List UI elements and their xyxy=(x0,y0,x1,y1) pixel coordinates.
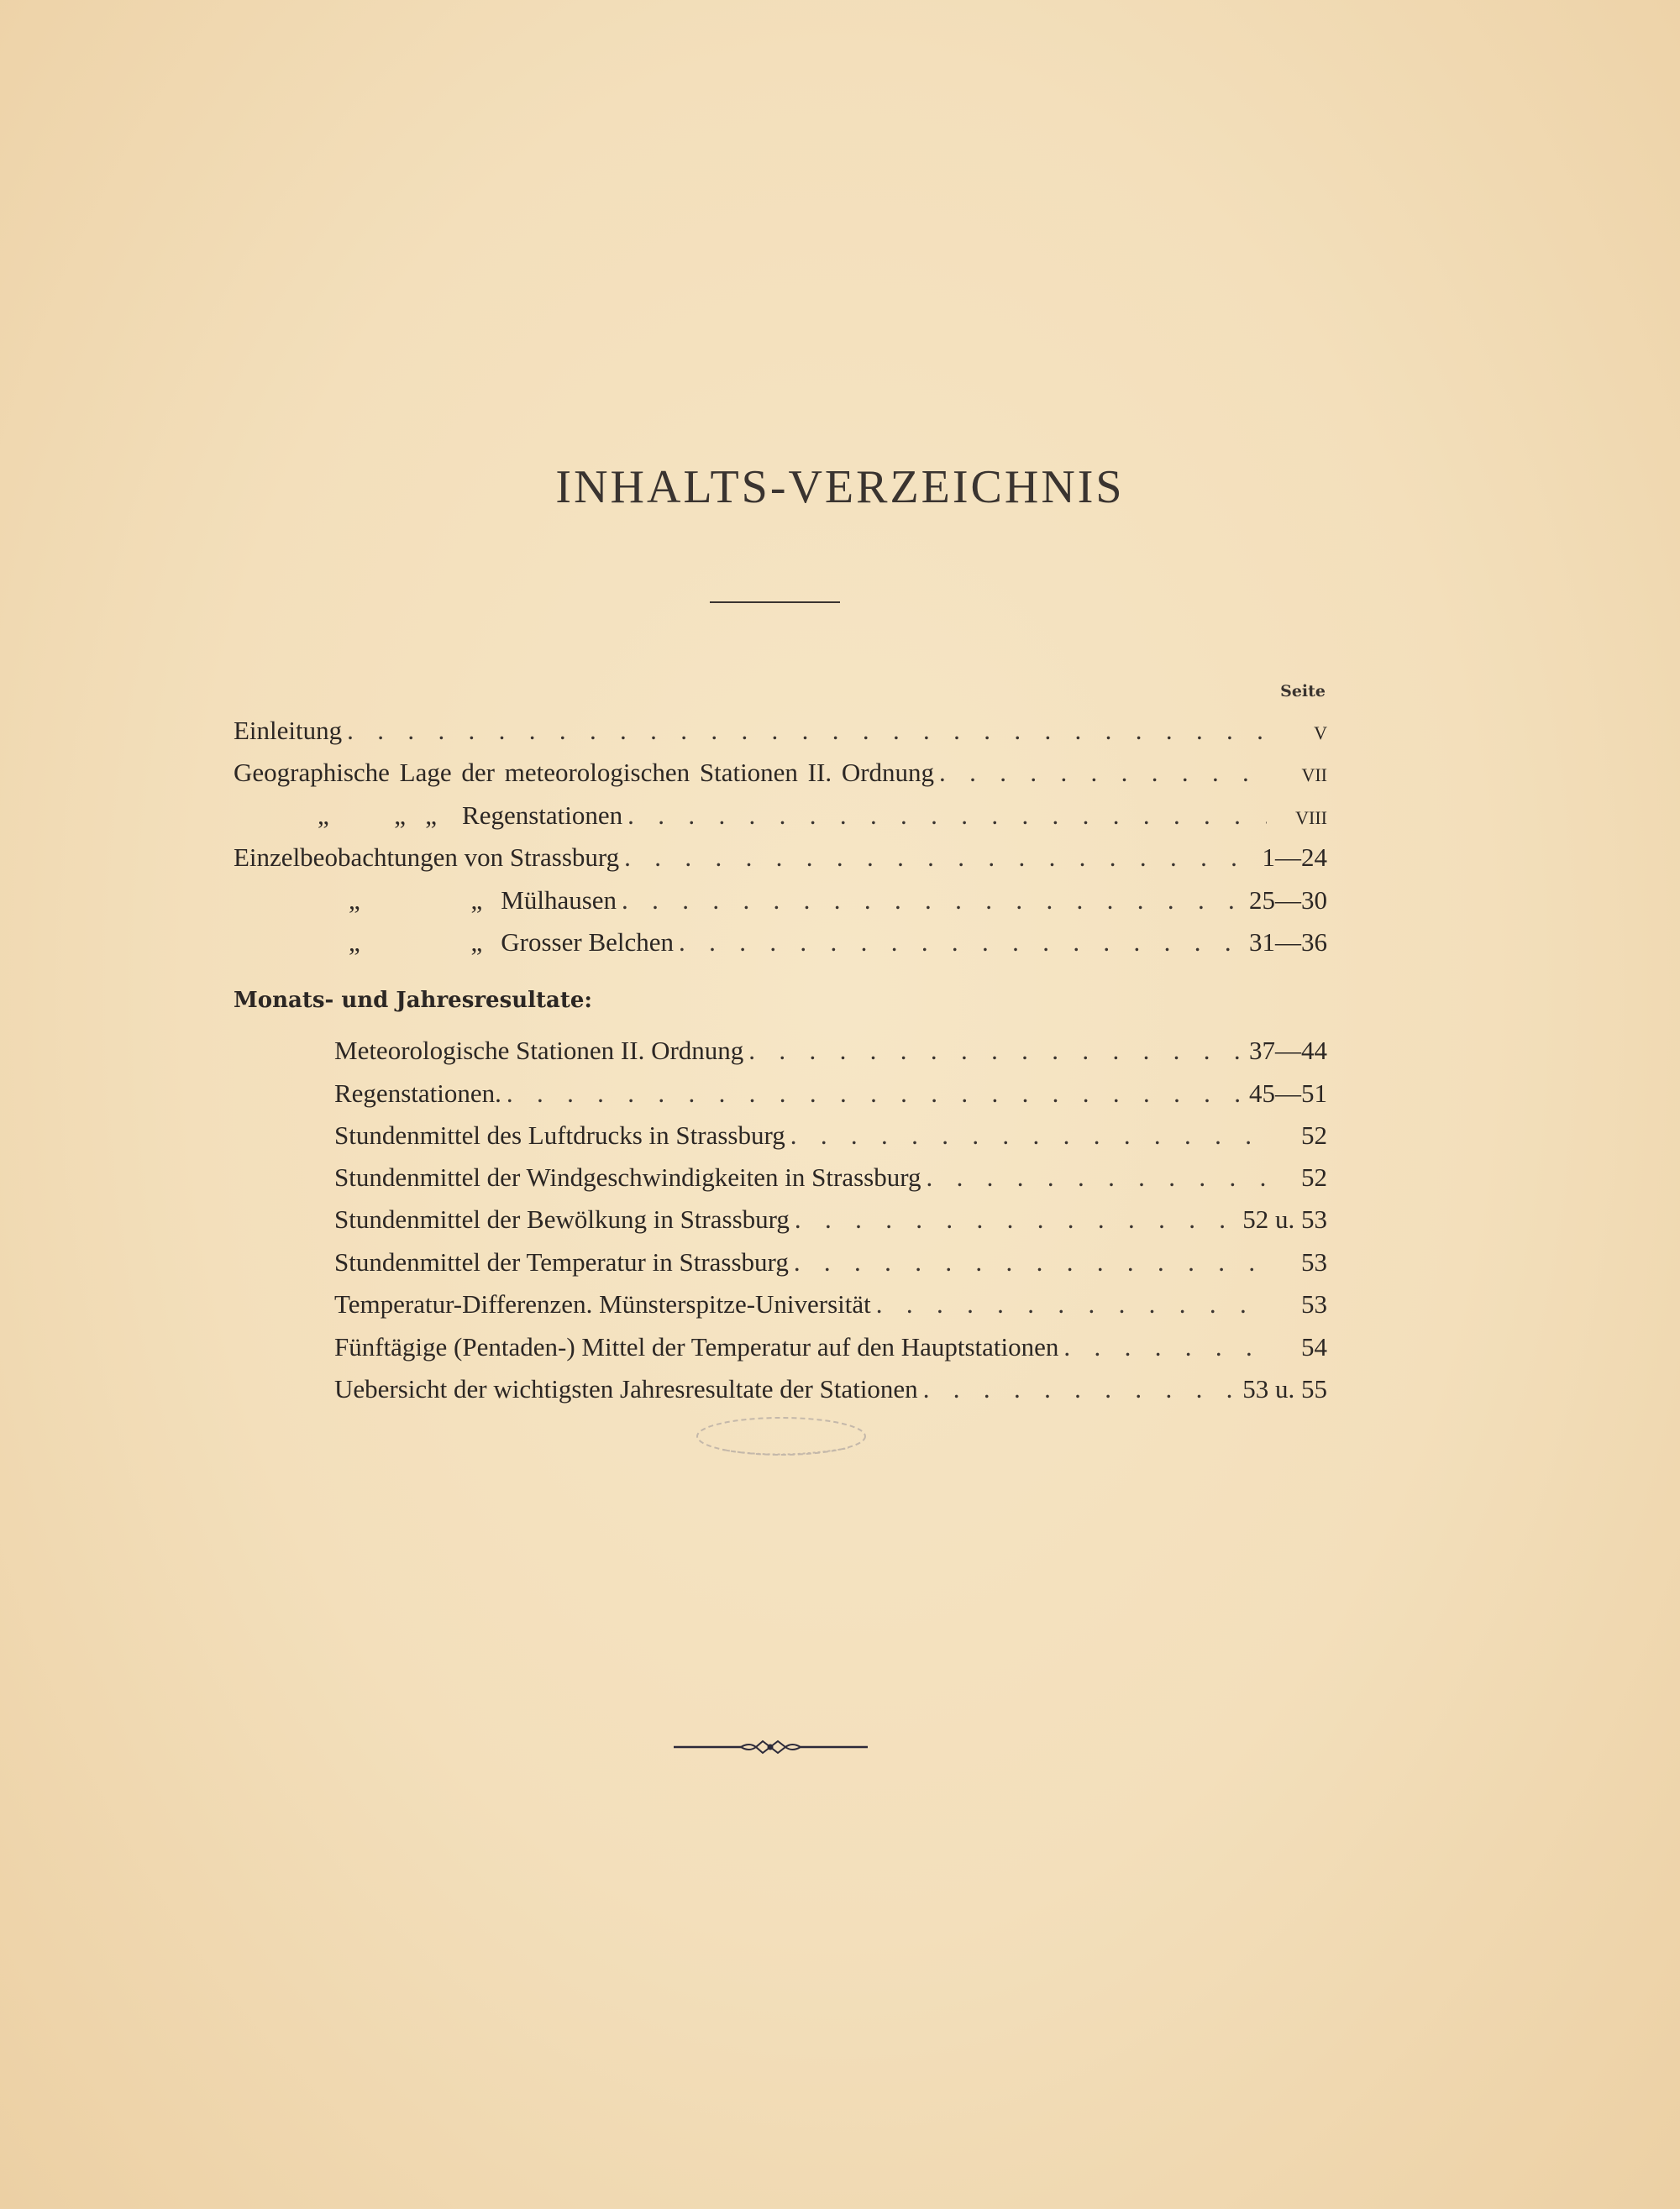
leader-dots xyxy=(748,1036,1239,1066)
seite-column-label: Seite xyxy=(1280,682,1326,700)
toc-entry-page: 54 xyxy=(1301,1332,1327,1362)
toc-entry-label: Temperatur-Differenzen. Münsterspitze-Universität xyxy=(334,1289,871,1319)
toc-entry-label: Stundenmittel der Temperatur in Strassburg xyxy=(334,1247,789,1277)
toc-entry-page: vii xyxy=(1301,758,1327,787)
toc-entry xyxy=(234,716,1327,749)
title-underline-rule xyxy=(710,601,840,603)
toc-entry xyxy=(334,1036,1327,1069)
toc-entry-page: 37—44 xyxy=(1249,1036,1327,1065)
toc-entry-page: 52 xyxy=(1301,1162,1327,1192)
toc-entry-label: Stundenmittel der Bewölkung in Strassburg xyxy=(334,1204,790,1234)
leader-dots xyxy=(679,927,1239,958)
toc-entry xyxy=(334,1247,1327,1281)
toc-entry-page: 25—30 xyxy=(1249,885,1327,915)
toc-entry-label: Einzelbeobachtungen von Strassburg xyxy=(234,842,620,872)
library-stamp-mark xyxy=(689,1411,874,1461)
section-heading: Monats- und Jahresresultate: xyxy=(234,988,592,1013)
toc-entry-page: 52 u. 53 xyxy=(1242,1204,1327,1234)
leader-dots xyxy=(624,842,1252,873)
toc-entry-page: 53 xyxy=(1301,1289,1327,1319)
toc-entry xyxy=(349,885,1327,919)
leader-dots xyxy=(627,800,1267,831)
leader-dots xyxy=(795,1204,1232,1235)
toc-entry-label: Regenstationen. xyxy=(334,1078,501,1108)
toc-entry-label: Mülhausen xyxy=(501,885,617,915)
page-title: INHALTS-VERZEICHNIS xyxy=(555,461,1125,513)
leader-dots xyxy=(622,885,1239,916)
leader-dots xyxy=(876,1289,1267,1320)
leader-dots xyxy=(794,1247,1267,1278)
leader-dots xyxy=(923,1374,1233,1404)
leader-dots xyxy=(1063,1332,1267,1362)
toc-entry-label: Stundenmittel der Windgeschwindigkeiten in Strassburg xyxy=(334,1162,921,1192)
toc-entry xyxy=(334,1289,1327,1323)
leader-dots xyxy=(507,1078,1239,1109)
toc-entry xyxy=(318,800,1327,834)
toc-entry-page: 52 xyxy=(1301,1120,1327,1150)
toc-entry xyxy=(334,1162,1327,1196)
toc-entry-page: 45—51 xyxy=(1249,1078,1327,1108)
leader-dots xyxy=(347,716,1267,746)
toc-entry xyxy=(349,927,1327,961)
ditto-marks: „ „ xyxy=(349,927,483,957)
leader-dots xyxy=(926,1162,1267,1193)
toc-entry-page: 53 u. 55 xyxy=(1242,1374,1327,1404)
toc-entry-page: viii xyxy=(1295,800,1327,830)
leader-dots xyxy=(939,758,1267,788)
toc-entry-label: Fünftägige (Pentaden-) Mittel der Temperatur auf den Hauptstationen xyxy=(334,1332,1059,1362)
toc-entry-label: Grosser Belchen xyxy=(501,927,675,957)
toc-entry-label: Geographische Lage der meteorologischen Stationen II. Ordnung xyxy=(234,758,935,787)
toc-entry-page: 1—24 xyxy=(1262,842,1327,872)
toc-entry xyxy=(234,758,1327,791)
toc-entry xyxy=(334,1332,1327,1366)
toc-entry-page: v xyxy=(1314,716,1327,745)
toc-entry xyxy=(334,1374,1327,1408)
toc-entry-page: 31—36 xyxy=(1249,927,1327,957)
decorative-ornament-icon xyxy=(672,1734,869,1760)
toc-entry xyxy=(334,1078,1327,1112)
leader-dots xyxy=(790,1120,1267,1151)
toc-entry xyxy=(334,1120,1327,1154)
toc-entry-label: Stundenmittel des Luftdrucks in Strassburg xyxy=(334,1120,785,1150)
toc-entry-label: Einleitung xyxy=(234,716,343,745)
toc-entry-page: 53 xyxy=(1301,1247,1327,1277)
toc-entry-label: Regenstationen xyxy=(462,800,623,830)
toc-entry-label: Meteorologische Stationen II. Ordnung xyxy=(334,1036,744,1065)
ditto-marks: „ „ „ xyxy=(318,800,438,830)
toc-entry xyxy=(334,1204,1327,1238)
toc-entry xyxy=(234,842,1327,876)
ditto-marks: „ „ xyxy=(349,885,483,915)
toc-entry-label: Uebersicht der wichtigsten Jahresresultate der Stationen xyxy=(334,1374,918,1404)
